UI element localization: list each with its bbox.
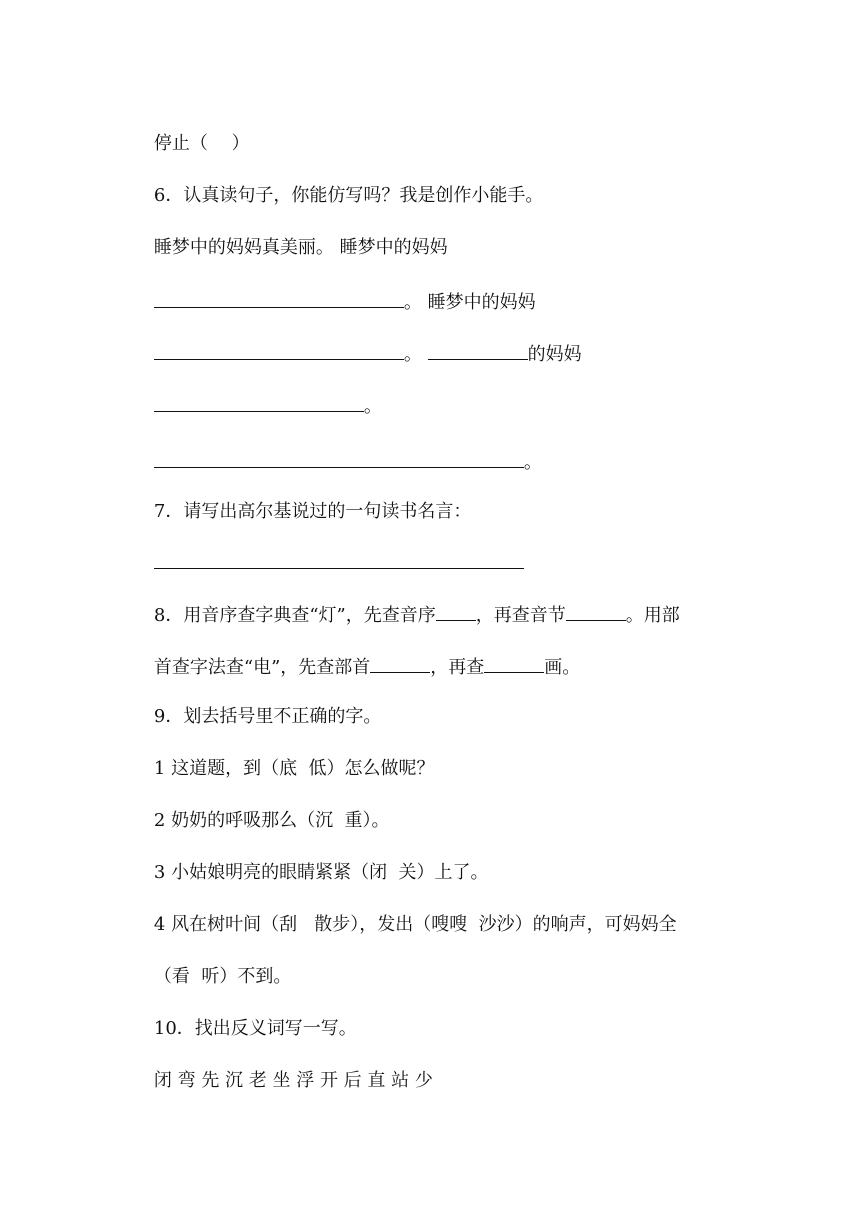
q9-item-3-text: 3 小姑娘明亮的眼睛紧紧（闭 关）上了。 [153,862,489,883]
q7-blank[interactable] [154,548,524,569]
q6-period-2: 。 [403,344,422,365]
q8-text-f: 画。 [544,657,581,678]
q6-prompt-2: 睡梦中的妈妈 [427,292,536,313]
q10-word-list [131,1042,433,1120]
q9-item-4-text-a: 4 风在树叶间（刮 散步），发出（嗖嗖 沙沙）的响声，可妈妈全 [153,914,677,935]
q8-text-b: ，再查音节 [475,605,566,626]
q7-title-text: 7．请写出高尔基说过的一句读书名言： [153,501,472,522]
q6-prompt-3: 的妈妈 [527,344,582,365]
q6-blank-adjective[interactable] [428,339,528,360]
q8-text-a: 8．用音序查字典查“灯”，先查音序 [153,605,436,626]
q8-text-c: 。用部 [625,605,680,626]
q6-prompt-1: 睡梦中的妈妈 [339,237,448,258]
q9-title-text: 9．划去括号里不正确的字。 [153,706,382,727]
q9-item-2-text: 2 奶奶的呼吸那么（沉 重）。 [153,810,390,831]
q6-period-1: 。 [403,292,422,313]
q9-item-4-text-b: （看 听）不到。 [153,966,292,987]
q6-period-4: 。 [523,452,542,473]
q8-blank-yinjie[interactable] [566,600,626,621]
q8-blank-hua[interactable] [484,652,544,673]
q10-title-text: 10．找出反义词写一写。 [153,1018,357,1039]
q6-title-text: 6．认真读句子，你能仿写吗？我是创作小能手。 [153,185,544,206]
q8-blank-yinxu[interactable] [436,600,476,621]
q6-blank-3[interactable] [154,391,364,412]
q10-words-text: 闭 弯 先 沉 老 坐 浮 开 后 直 站 少 [153,1070,433,1091]
q6-example-sentence: 睡梦中的妈妈真美丽。 [153,237,334,258]
q5-tail-text: 停止（ ） [153,133,250,154]
q8-text-d: 首查字法查“电”，先查部首 [153,657,371,678]
q6-blank-2[interactable] [154,339,404,360]
q6-blank-4[interactable] [154,447,524,468]
q8-blank-bushou[interactable] [370,652,430,673]
q6-period-3: 。 [363,396,382,417]
q8-text-e: ，再查 [430,657,485,678]
q9-item-1-text: 1 这道题，到（底 低）怎么做呢？ [153,758,435,779]
q6-blank-1[interactable] [154,287,404,308]
